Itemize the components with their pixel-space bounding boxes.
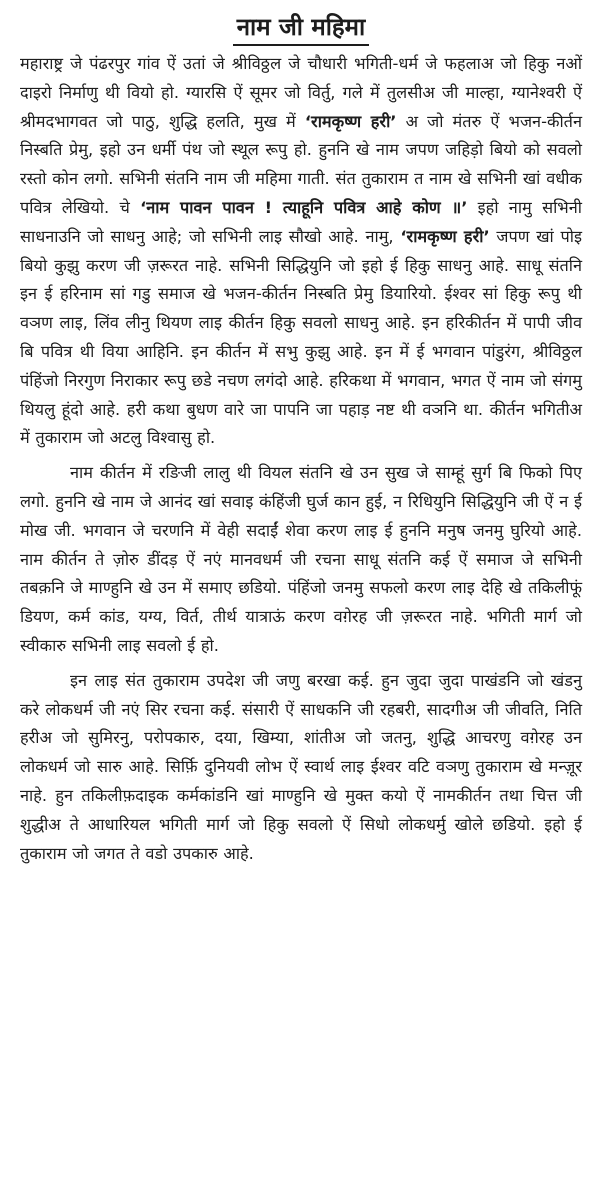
page-title: नाम जी महिमा <box>233 10 370 46</box>
paragraph-text: अ जो मंतरु ऐं भजन-कीर्तन निस्बति प्रेमु, इहो उन धर्मी पंथ जो स्थूल रूपु हो. हुननि खे नाम जपण जहिड़ो बियो को सवलो रस्तो कोन लगो. सभिनी संतनि नाम जी महिमा गाती. संत तुकाराम त नाम खे सभिनी खां वधीक पवित्र लेखियो. चे <box>20 111 582 217</box>
paragraph-2 <box>20 459 582 661</box>
paragraph-text: नाम कीर्तन में रङिजी लालु थी वियल संतनि खे उन सुख जे साम्हूं सुर्ग बि फिको पिए लगो. हुननि खे नाम जे आनंद खां सवाइ कंहिंजी घुर्ज कान हुई, न रिधियुनि सिद्धियुनि जी ऐं न ई मोख जी. भगवान जे चरणनि में वेही सदाईं शेवा करण लाइ ई हुननि मनुष जनमु घुरियो आहे. नाम कीर्तन ते ज़ोरु डींदड़ ऐं नएं मानवधर्म जी रचना साधू संतनि कई ऐं समाज जे सभिनी तबक़नि जे माण्हुनि खे उन में समाए छडियो. पंहिंजो जनमु सफलो करण लाइ देहि खे तकिलीफूं डियण, कर्म कांड, यग्य, विर्त, तीर्थ यात्राऊं करण वग़ेरह जी ज़रूरत नाहे. भगिती मार्ग जो स्वीकारु सभिनी लाइ सवलो ई हो. <box>20 463 582 655</box>
paragraph-1 <box>20 50 582 453</box>
bold-quote-ramkrishna-hari: ‘रामकृष्ण हरी’ <box>400 226 490 246</box>
paragraph-text: इहो नामु सभिनी साधनाउनि जो साधनु आहे; जो सभिनी लाइ सौखो आहे. नामु, <box>20 197 582 246</box>
paragraph-3 <box>20 667 582 869</box>
paragraph-text: इन लाइ संत तुकाराम उपदेश जी जणु बरखा कई. हुन जुदा जुदा पाखंडनि जो खंडनु करे लोकधर्म जी नएं सिर रचना कई. संसारी ऐं साधकनि जी रहबरी, सादगीअ जी जीवति, निति हरीअ जो सुमिरनु, परोपकारु, दया, खिम्या, शांतीअ जो जतनु, शुद्धि आचरणु वग़ेरह उन लोकधर्म जो सारु आहे. सिर्फ़ि दुनियवी लोभ ऐं स्वार्थ लाइ ईश्वर वटि वञणु तुकाराम खे मन्ज़ूर नाहे. हुन तकिलीफ़दाइक कर्मकांडनि खां माण्हुनि खे मुक्त कयो ऐं नामकीर्तन तथा चित्त जी शुद्धीअ ते आधारियल भगिती मार्ग जो हिकु सवलो ऐं सिधो लोकधर्मु खोले छडियो. इहो ई तुकाराम जो जगत ते वडो उपकारु आहे. <box>20 670 582 863</box>
bold-quote-naam-pavan: ‘नाम पावन पावन ! त्याहूनि पवित्र आहे कोण ॥’ <box>140 197 468 217</box>
paragraph-text: महाराष्ट्र जे पंढरपुर गांव ऐं उतां जे श्रीविठ्ठल जे चौधारी भगिती-धर्म जे फहलाअ जो हिकु नओं दाइरो निर्माणु थी वियो हो. ग्यारसि ऐं सूमर जो विर्तु, गले में तुलसीअ जी माल्हा, ग्यानेश्वरी ऐं श्रीमदभागवत जो पाठु, शुद्धि हलति, मुख में <box>20 54 582 131</box>
bold-quote-ramkrishna-hari: ‘रामकृष्ण हरी’ <box>304 111 397 131</box>
paragraph-text: जपण खां पोइ बियो कुझु करण जी ज़रूरत नाहे. सभिनी सिद्धियुनि जो इहो ई हिकु साधनु आहे. साधू संतनि इन ई हरिनाम सां गडु समाज खे भजन-कीर्तन निस्बति प्रेमु डियारियो. ईश्वर सां हिकु रूपु थी वञण लाइ, लिंव लीनु थियण लाइ कीर्तन हिकु सवलो साधनु आहे. इन हरिकीर्तन में पापी जीव बि पवित्र थी विया आहिनि. इन कीर्तन में सभु कुझु आहे. इन में ई भगवान पांडुरंग, श्रीविठ्ठल पंहिंजो निरगुण निराकार रूपु छडे नचण लगंदो आहे. हरिकथा में भगवान, भगत ऐं नाम जो संगमु थियलु हूंदो आहे. हरी कथा बुधण वारे जा पापनि जा पहाड़ नष्ट थी वञनि था. कीर्तन भगितीअ में तुकाराम जो अटलु विश्वासु हो. <box>20 226 582 448</box>
title-block <box>20 10 582 50</box>
